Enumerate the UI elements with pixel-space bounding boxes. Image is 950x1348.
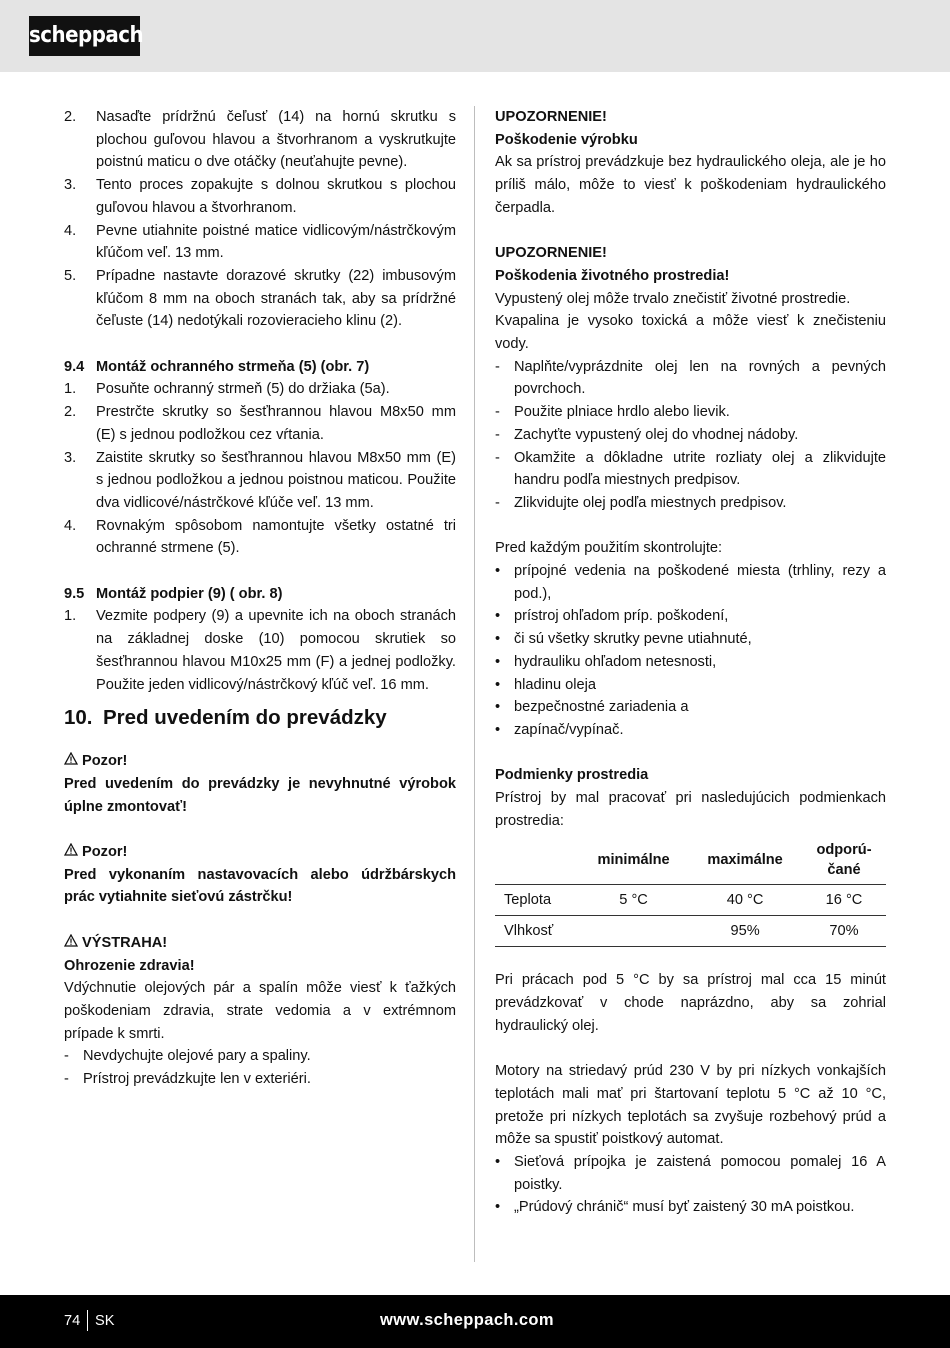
scheppach-logo: scheppach	[29, 16, 140, 56]
bullet-item: • hladinu oleja	[495, 676, 596, 693]
bullet-item: • prípojné vedenia na poškodené miesta (trhliny, rezy a pod.),	[495, 563, 886, 602]
warning-text: Pred uvedením do prevádzky je nevyhnutné výrobok úplne zmontovať!	[64, 775, 456, 815]
checklist-intro: Pred každým použitím skontrolujte:	[495, 540, 723, 557]
notice-title: UPOZORNENIE!	[495, 245, 607, 262]
table-cell: 95%	[688, 916, 802, 947]
table-header: odporú-čané	[816, 842, 872, 879]
column-divider	[474, 106, 475, 1262]
list-item: 1. Vezmite podpery (9) a upevnite ich na oboch stranách na základnej doske (10) pomocou skrutiek so šesťhrannou hlavou M10x25 mm (F) a jednej podložky. Použite jeden vidlicový/nástrčkový kľúč veľ. 16 mm.	[64, 608, 456, 693]
page-footer	[0, 1295, 950, 1348]
list-item: 2. Nasaďte prídržnú čeľusť (14) na hornú skrutku s plochou guľovou hlavou a štvorhranom a vyskrutkujte poistnú maticu o dve otáčky (neuťahujte pevne).	[64, 109, 456, 171]
notice-subtitle: Poškodenia životného prostredia!	[495, 267, 730, 284]
paragraph: Motory na striedavý prúd 230 V by pri nízkych vonkajších teplotách mali mať pri štartovaní teplotu 5 °C až 10 °C, pretože pri nízkych teplotách sa zvyšuje rozbehový prúd a môže sa spustiť poistkový automat.	[495, 1063, 886, 1148]
list-item: - Okamžite a dôkladne utrite rozliaty olej a zlikvidujte handru podľa miestnych predpisov.	[495, 449, 886, 489]
list-item: 2. Prestrčte skrutky so šesťhrannou hlavou M8x50 mm (E) s jednou podložkou cez vŕtania.	[64, 404, 456, 443]
footer-separator	[87, 1310, 88, 1331]
paragraph: Pri prácach pod 5 °C by sa prístroj mal cca 15 minút prevádzkovať v chode naprázdno, aby sa zohrial hydraulický olej.	[495, 972, 886, 1034]
left-column	[64, 106, 456, 1091]
notice-text: Ak sa prístroj prevádzkuje bez hydraulického oleja, ale je ho príliš málo, môže to viesť k poškodeniam hydraulického čerpadla.	[495, 154, 886, 216]
table-row	[495, 916, 886, 947]
list-item: - Zachyťte vypustený olej do vhodnej nádoby.	[495, 426, 799, 443]
warning-text: Pred vykonaním nastavovacích alebo údržbárskych prác vytiahnite sieťovú zástrčku!	[64, 866, 456, 906]
list-item: 1. Posuňte ochranný strmeň (5) do držiaka (5a).	[64, 381, 390, 398]
right-column	[495, 106, 886, 1219]
environment-title: Podmienky prostredia	[495, 767, 649, 784]
language-code: SK	[95, 1313, 115, 1329]
list-item: 5. Prípadne nastavte dorazové skrutky (22) imbusovým kľúčom 8 mm na oboch stranách tak, aby sa prídržné čeľuste (14) nedotýkali rozovieracieho klinu (2).	[64, 267, 456, 330]
list-item: - Nevdychujte olejové pary a spaliny.	[64, 1048, 311, 1065]
page-header	[0, 0, 950, 72]
warning-text: Vdýchnutie olejových pár a spalín môže viesť k ťažkých poškodeniam zdravia, strate vedomia a v extrémnom prípade k smrti.	[64, 980, 456, 1042]
warning-triangle-icon	[64, 841, 78, 864]
list-item: 3. Zaistite skrutky so šesťhrannou hlavou M8x50 mm (E) s jednou podložkou a jednou poistnou maticou. Použite dva vidlicové/nástrčkové kľúče veľ. 13 mm.	[64, 449, 456, 511]
bullet-item: • či sú všetky skrutky pevne utiahnuté,	[495, 631, 752, 648]
notice-text: Vypustený olej môže trvalo znečistiť životné prostredie.	[495, 290, 851, 307]
bullet-item: • hydrauliku ohľadom netesnosti,	[495, 653, 717, 670]
list-item: - Použite plniace hrdlo alebo lievik.	[495, 404, 730, 421]
table-cell: 16 °C	[802, 885, 886, 916]
warning-title: VÝSTRAHA!	[64, 932, 456, 955]
warning-title: Pozor!	[64, 750, 456, 773]
bullet-item: • Sieťová prípojka je zaistená pomocou pomalej 16 A poistky.	[495, 1154, 886, 1193]
environment-text: Prístroj by mal pracovať pri nasledujúcich podmienkach prostredia:	[495, 790, 886, 829]
bullet-item: • zapínač/vypínač.	[495, 721, 624, 738]
warning-triangle-icon	[64, 932, 78, 955]
warning-subtitle: Ohrozenie zdravia!	[64, 957, 195, 974]
list-item: 4. Rovnakým spôsobom namontujte všetky ostatné tri ochranné strmene (5).	[64, 517, 456, 557]
chapter-heading-10: 10. Pred uvedením do prevádzky	[64, 706, 387, 730]
table-cell: 40 °C	[688, 885, 802, 916]
table-header: maximálne	[707, 852, 783, 869]
table-cell: 70%	[802, 916, 886, 947]
warning-triangle-icon	[64, 750, 78, 773]
list-item: 3. Tento proces zopakujte s dolnou skrutkou s plochou guľovou hlavou a štvorhranom.	[64, 177, 456, 216]
warning-title: Pozor!	[64, 841, 456, 864]
table-cell: Teplota	[495, 885, 579, 916]
list-item: - Prístroj prevádzkujte len v exteriéri.	[64, 1071, 311, 1088]
table-cell: Vlhkosť	[495, 916, 579, 947]
list-item: - Naplňte/vyprázdnite olej len na rovných a pevných povrchoch.	[495, 358, 886, 398]
environment-table	[495, 836, 886, 947]
page-number: 74	[64, 1313, 81, 1329]
notice-title: UPOZORNENIE!	[495, 109, 607, 125]
table-header: minimálne	[597, 852, 670, 869]
table-row	[495, 885, 886, 916]
bullet-item: • „Prúdový chránič“ musí byť zaistený 30 mA poistkou.	[495, 1199, 855, 1216]
table-cell	[579, 916, 688, 947]
notice-text: Kvapalina je vysoko toxická a môže viesť k znečisteniu vody.	[495, 313, 886, 353]
website-link[interactable]: www.scheppach.com	[380, 1311, 554, 1329]
section-heading-9-5: 9.5 Montáž podpier (9) ( obr. 8)	[64, 585, 283, 602]
table-header-row	[495, 836, 886, 885]
table-cell: 5 °C	[579, 885, 688, 916]
table-header	[495, 836, 579, 885]
list-item: - Zlikvidujte olej podľa miestnych predpisov.	[495, 494, 787, 511]
notice-subtitle: Poškodenie výrobku	[495, 131, 638, 148]
list-item: 4. Pevne utiahnite poistné matice vidlicovým/nástrčkovým kľúčom veľ. 13 mm.	[64, 222, 456, 262]
bullet-item: • bezpečnostné zariadenia a	[495, 699, 689, 716]
section-heading-9-4: 9.4 Montáž ochranného strmeňa (5) (obr. 7)	[64, 358, 370, 375]
bullet-item: • prístroj ohľadom príp. poškodení,	[495, 608, 729, 625]
